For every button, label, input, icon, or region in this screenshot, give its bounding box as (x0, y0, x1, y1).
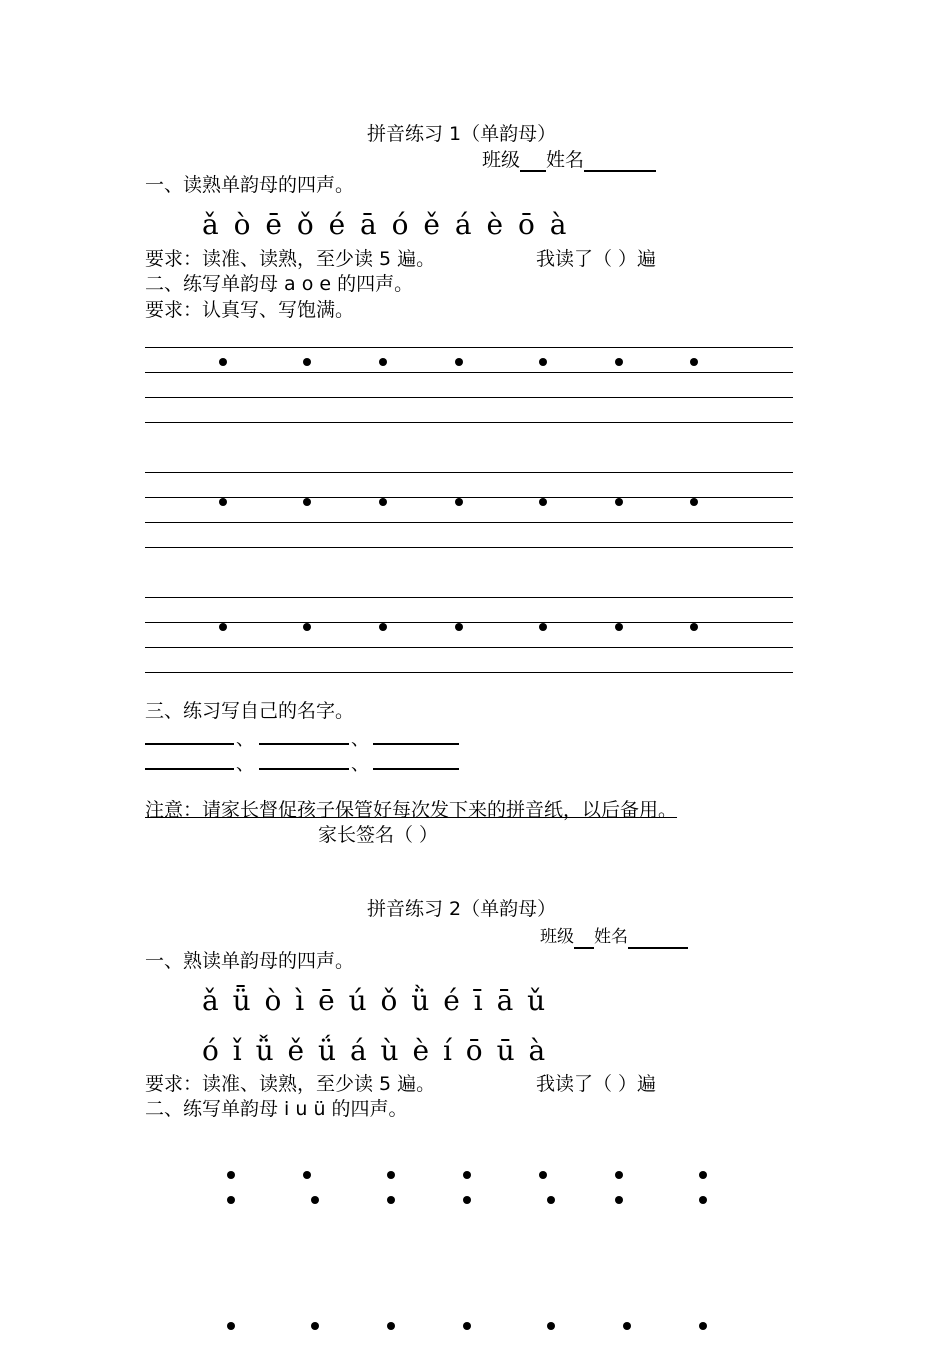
guide-dot (690, 623, 698, 631)
guide-dot (463, 1171, 471, 1179)
guide-dot (539, 623, 547, 631)
guide-dot (311, 1322, 319, 1330)
guide-dot (547, 1322, 555, 1330)
name-write-line[interactable] (373, 743, 459, 745)
sheet1-class-name-line (482, 148, 656, 172)
guide-dot (387, 1322, 395, 1330)
sheet2-title: 拼音练习 2（单韵母） (367, 898, 557, 920)
parent-signature: 家长签名（ ） (318, 824, 439, 846)
class-blank[interactable] (520, 152, 546, 172)
guide-dot (303, 358, 311, 366)
guide-dot (455, 358, 463, 366)
guide-dot (303, 623, 311, 631)
guide-dot (615, 1171, 623, 1179)
parent-notice: 注意：请家长督促孩子保管好每次发下来的拼音纸，以后备用。 (145, 799, 678, 821)
guide-dot (539, 498, 547, 506)
guide-dot (379, 498, 387, 506)
separator: 、 (236, 754, 254, 775)
guide-dot (463, 1196, 471, 1204)
name-blank[interactable] (628, 931, 688, 949)
name-blank[interactable] (584, 152, 656, 172)
sheet1-section1-heading: 一、读熟单韵母的四声。 (145, 174, 355, 196)
sheet1-requirement-read: 要求：读准、读熟，至少读 5 遍。 (145, 248, 436, 270)
guide-dot (547, 1196, 555, 1204)
guide-dot (699, 1322, 707, 1330)
sheet1-section2-heading: 二、练写单韵母 a o e 的四声。 (145, 273, 414, 295)
name-label: 姓名 (594, 927, 628, 947)
sheet2-read-count: 我读了（ ）遍 (536, 1073, 657, 1095)
guide-dot (311, 1196, 319, 1204)
class-blank[interactable] (574, 931, 594, 949)
guide-dot (690, 358, 698, 366)
guide-dot (615, 1196, 623, 1204)
name-write-line[interactable] (259, 743, 349, 745)
separator: 、 (351, 754, 369, 775)
guide-dot (379, 623, 387, 631)
guide-dot (455, 623, 463, 631)
sheet2-section2-heading: 二、练写单韵母 i u ü 的四声。 (145, 1098, 408, 1120)
guide-dot (379, 358, 387, 366)
sheet1-read-count: 我读了（ ）遍 (536, 248, 657, 270)
class-label: 班级 (540, 927, 574, 947)
guide-dot (303, 498, 311, 506)
sheet2-pinyin-row1: ǎ ǖ ò ì ē ú ǒ ǜ é ī ā ǔ (202, 984, 546, 1017)
guide-dot (615, 623, 623, 631)
writing-line (145, 422, 793, 423)
guide-dot (303, 1171, 311, 1179)
guide-dot (615, 358, 623, 366)
writing-line (145, 547, 793, 548)
guide-dot (699, 1196, 707, 1204)
sheet2-pinyin-row2: ó ǐ ǚ ě ǘ á ù è í ō ū à (202, 1034, 546, 1067)
guide-dot (699, 1171, 707, 1179)
writing-line (145, 397, 793, 398)
guide-dot (219, 498, 227, 506)
guide-dot (615, 498, 623, 506)
writing-line (145, 347, 793, 348)
sheet2-class-name-line (540, 925, 688, 949)
writing-line (145, 672, 793, 673)
writing-line (145, 597, 793, 598)
writing-line (145, 647, 793, 648)
sheet1-requirement-write: 要求：认真写、写饱满。 (145, 299, 355, 321)
guide-dot (455, 498, 463, 506)
guide-dot (227, 1171, 235, 1179)
guide-dot (623, 1322, 631, 1330)
guide-dot (387, 1196, 395, 1204)
separator: 、 (236, 729, 254, 750)
name-label: 姓名 (546, 149, 585, 171)
guide-dot (227, 1196, 235, 1204)
writing-line (145, 522, 793, 523)
separator: 、 (351, 729, 369, 750)
guide-dot (387, 1171, 395, 1179)
guide-dot (463, 1322, 471, 1330)
name-write-line[interactable] (145, 768, 234, 770)
guide-dot (690, 498, 698, 506)
sheet2-requirement-read: 要求：读准、读熟，至少读 5 遍。 (145, 1073, 436, 1095)
name-write-line[interactable] (373, 768, 459, 770)
name-write-line[interactable] (259, 768, 349, 770)
guide-dot (219, 358, 227, 366)
guide-dot (227, 1322, 235, 1330)
guide-dot (219, 623, 227, 631)
class-label: 班级 (482, 149, 521, 171)
sheet1-title: 拼音练习 1（单韵母） (367, 123, 557, 145)
writing-line (145, 372, 793, 373)
guide-dot (539, 358, 547, 366)
guide-dot (539, 1171, 547, 1179)
writing-line (145, 472, 793, 473)
name-write-line[interactable] (145, 743, 234, 745)
sheet2-section1-heading: 一、熟读单韵母的四声。 (145, 950, 355, 972)
sheet1-pinyin-row: ǎ ò ē ǒ é ā ó ě á è ō à (202, 208, 567, 241)
sheet1-section3-heading: 三、练习写自己的名字。 (145, 700, 355, 722)
